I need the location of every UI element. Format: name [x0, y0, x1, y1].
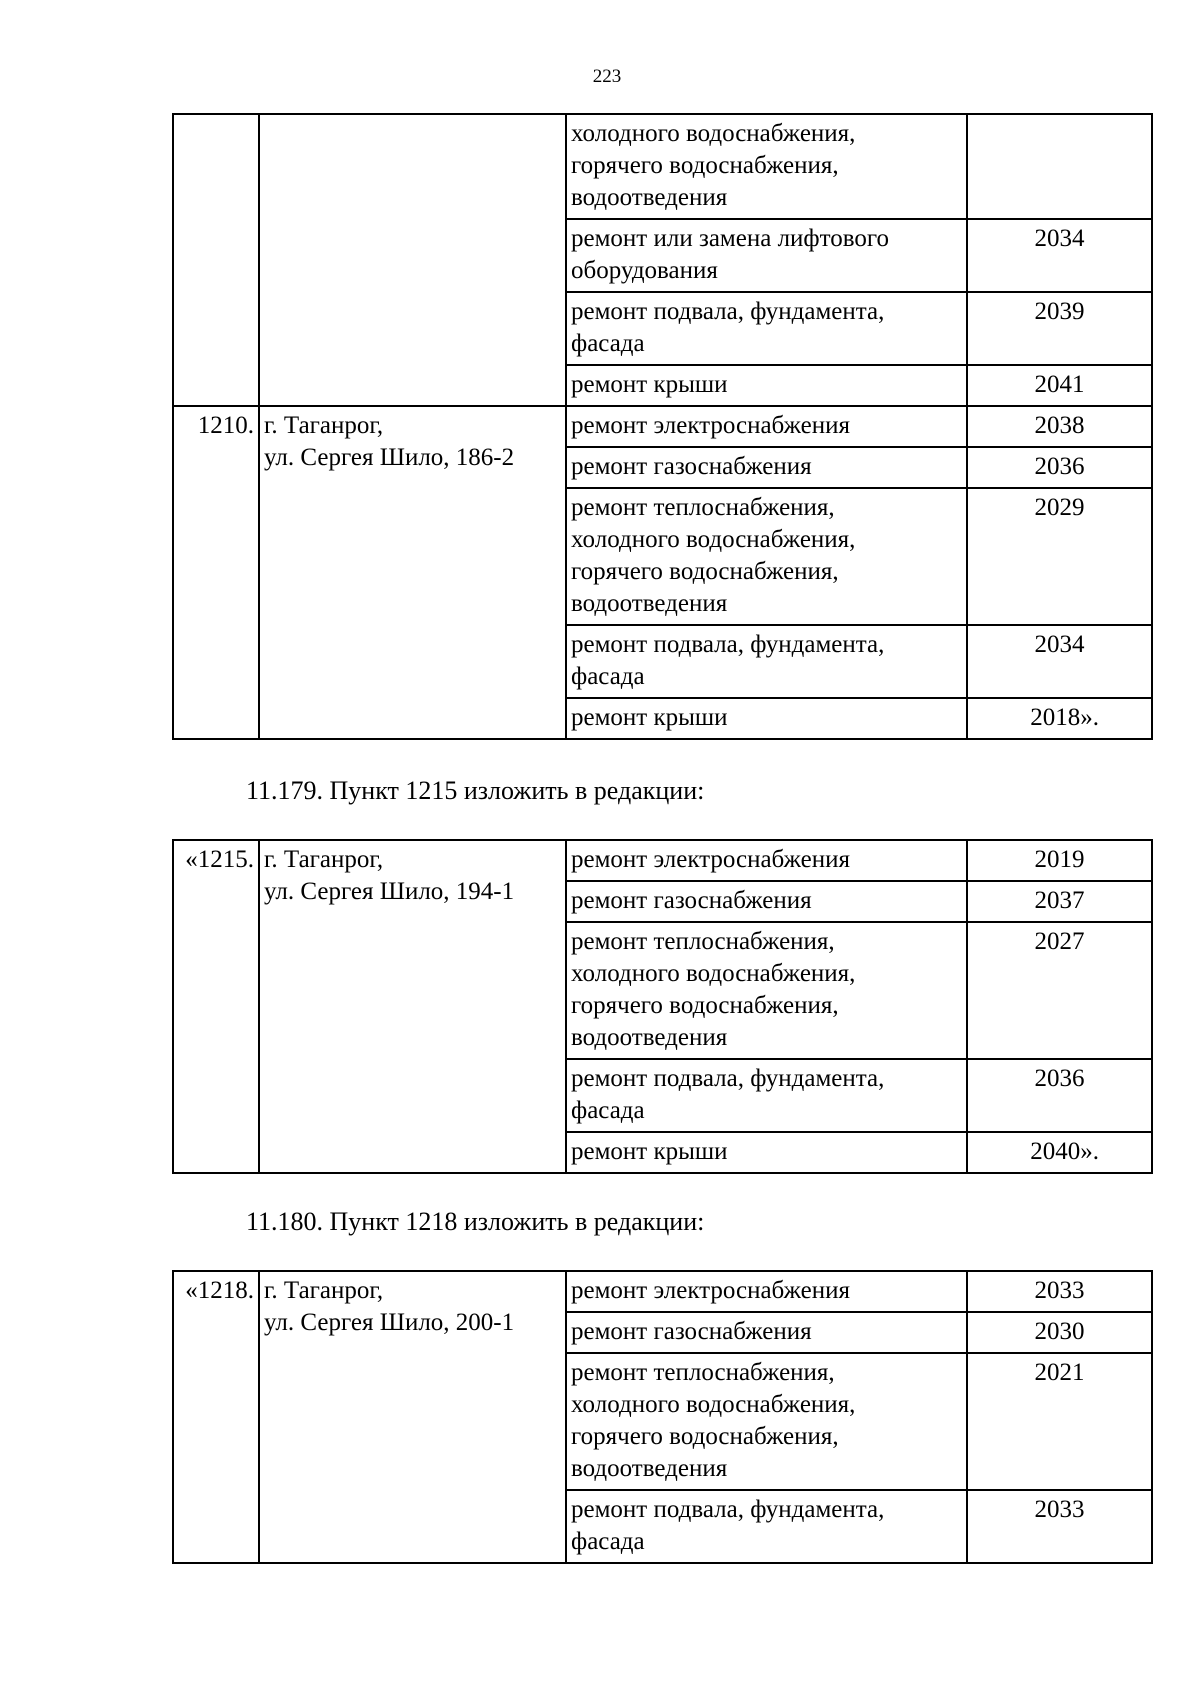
work-type-cell: ремонт подвала, фундамента, фасада	[566, 292, 967, 365]
year-cell: 2027	[967, 922, 1152, 1059]
address-cell	[259, 114, 566, 406]
year-cell: 2033	[967, 1271, 1152, 1312]
work-type-cell: ремонт газоснабжения	[566, 447, 967, 488]
housing-table-1	[172, 113, 1153, 740]
address-cell: г. Таганрог, ул. Сергея Шило, 186-2	[259, 406, 566, 739]
amendment-heading: 11.179. Пункт 1215 изложить в редакции:	[246, 776, 705, 805]
year-cell: 2033	[967, 1490, 1152, 1563]
work-type-cell: ремонт газоснабжения	[566, 1312, 967, 1353]
year-cell: 2019	[967, 840, 1152, 881]
address-cell: г. Таганрог, ул. Сергея Шило, 200-1	[259, 1271, 566, 1563]
year-cell: 2029	[967, 488, 1152, 625]
year-cell: 2036	[967, 1059, 1152, 1132]
housing-table-2	[172, 839, 1153, 1174]
work-type-cell: ремонт подвала, фундамента, фасада	[566, 1059, 967, 1132]
amendment-heading: 11.180. Пункт 1218 изложить в редакции:	[246, 1207, 705, 1236]
work-type-cell: холодного водоснабжения, горячего водоснабжения, водоотведения	[566, 114, 967, 219]
entry-number-cell: 1210.	[173, 406, 259, 739]
year-cell: 2018».	[967, 698, 1152, 739]
work-type-cell: ремонт электроснабжения	[566, 840, 967, 881]
table-row	[173, 840, 1152, 881]
year-cell: 2034	[967, 219, 1152, 292]
year-cell	[967, 114, 1152, 219]
work-type-cell: ремонт или замена лифтового оборудования	[566, 219, 967, 292]
year-cell: 2037	[967, 881, 1152, 922]
year-cell: 2030	[967, 1312, 1152, 1353]
page-number: 223	[592, 66, 622, 87]
year-cell: 2039	[967, 292, 1152, 365]
year-cell: 2036	[967, 447, 1152, 488]
work-type-cell: ремонт теплоснабжения, холодного водоснабжения, горячего водоснабжения, водоотведения	[566, 488, 967, 625]
work-type-cell: ремонт теплоснабжения, холодного водоснабжения, горячего водоснабжения, водоотведения	[566, 922, 967, 1059]
work-type-cell: ремонт подвала, фундамента, фасада	[566, 625, 967, 698]
table-row	[173, 114, 1152, 219]
table-row	[173, 406, 1152, 447]
address-cell: г. Таганрог, ул. Сергея Шило, 194-1	[259, 840, 566, 1173]
year-cell: 2040».	[967, 1132, 1152, 1173]
housing-table-3	[172, 1270, 1153, 1564]
work-type-cell: ремонт теплоснабжения, холодного водоснабжения, горячего водоснабжения, водоотведения	[566, 1353, 967, 1490]
work-type-cell: ремонт газоснабжения	[566, 881, 967, 922]
year-cell: 2041	[967, 365, 1152, 406]
entry-number-cell: «1215.	[173, 840, 259, 1173]
year-cell: 2021	[967, 1353, 1152, 1490]
table-row	[173, 1271, 1152, 1312]
work-type-cell: ремонт крыши	[566, 1132, 967, 1173]
work-type-cell: ремонт электроснабжения	[566, 406, 967, 447]
entry-number-cell: «1218.	[173, 1271, 259, 1563]
entry-number-cell	[173, 114, 259, 406]
year-cell: 2034	[967, 625, 1152, 698]
work-type-cell: ремонт электроснабжения	[566, 1271, 967, 1312]
work-type-cell: ремонт подвала, фундамента, фасада	[566, 1490, 967, 1563]
work-type-cell: ремонт крыши	[566, 698, 967, 739]
year-cell: 2038	[967, 406, 1152, 447]
work-type-cell: ремонт крыши	[566, 365, 967, 406]
